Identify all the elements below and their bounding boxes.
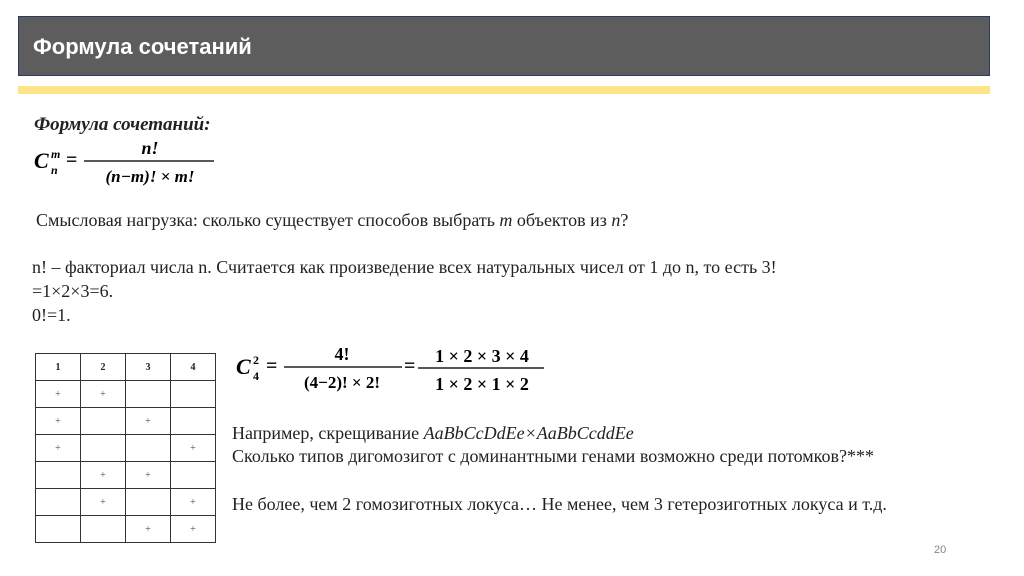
table-header-cell: 3 xyxy=(126,354,171,381)
example-lhs-sup: 2 xyxy=(253,353,259,367)
table-cell: + xyxy=(126,462,171,489)
example-equals-1: = xyxy=(266,355,278,377)
table-cell xyxy=(171,408,216,435)
table-row xyxy=(36,489,216,516)
table-cell: + xyxy=(171,516,216,543)
table-cell xyxy=(36,462,81,489)
example-equals-2: = xyxy=(404,355,416,377)
example-frac2-den: 1 × 2 × 1 × 2 xyxy=(435,374,529,394)
formula-numerator: n! xyxy=(141,138,159,158)
factorial-line-1: n! – факториал числа n. Считается как произведение всех натуральных чисел от 1 до n, то есть 3! xyxy=(32,257,777,277)
table-cell: + xyxy=(81,489,126,516)
title-bar xyxy=(18,16,990,76)
table-header-cell: 4 xyxy=(171,354,216,381)
table-cell: + xyxy=(36,381,81,408)
formula-lhs-sub: n xyxy=(51,163,58,177)
table-cell xyxy=(36,516,81,543)
table-row xyxy=(36,435,216,462)
table-cell: + xyxy=(81,381,126,408)
cross-example: Например, скрещивание AaBbCcDdEe×AaBbCcddEe xyxy=(232,423,634,443)
table-cell xyxy=(171,381,216,408)
table-cell xyxy=(36,489,81,516)
formula-equals: = xyxy=(66,149,78,171)
example-frac1-num: 4! xyxy=(334,344,350,364)
example-lhs-sub: 4 xyxy=(253,369,259,383)
table-cell xyxy=(171,462,216,489)
factorial-line-3: 0!=1. xyxy=(32,305,71,325)
table-row xyxy=(36,516,216,543)
table-cell: + xyxy=(126,516,171,543)
table-header-cell: 1 xyxy=(36,354,81,381)
formula-denominator: (n−m)! × m! xyxy=(105,167,195,186)
table-cell: + xyxy=(81,462,126,489)
example-lhs-base: C xyxy=(236,354,251,379)
meaning-text: Смысловая нагрузка: сколько существует способов выбрать m объектов из n? xyxy=(36,210,629,230)
accent-divider xyxy=(18,86,990,94)
formula-lhs-base: C xyxy=(34,148,49,173)
table-row xyxy=(36,381,216,408)
table-row xyxy=(36,462,216,489)
table-cell: + xyxy=(36,408,81,435)
example-frac1-den: (4−2)! × 2! xyxy=(303,373,381,392)
table-cell: + xyxy=(171,489,216,516)
answer-text: Не более, чем 2 гомозиготных локуса… Не менее, чем 3 гетерозиготных локуса и т.д. xyxy=(232,494,887,514)
table-row xyxy=(36,408,216,435)
page-number: 20 xyxy=(934,544,947,556)
example-formula xyxy=(232,338,552,400)
table-cell: + xyxy=(36,435,81,462)
formula-lhs-sup: m xyxy=(51,147,61,161)
combination-formula xyxy=(30,134,230,192)
combinations-table xyxy=(35,353,216,543)
cross-genotype: AaBbCcDdEe×AaBbCcddEe xyxy=(423,423,634,443)
table-header-cell: 2 xyxy=(81,354,126,381)
table-cell xyxy=(81,516,126,543)
table-cell xyxy=(81,435,126,462)
table-cell xyxy=(126,381,171,408)
example-frac2-num: 1 × 2 × 3 × 4 xyxy=(435,346,529,366)
slide-title: Формула сочетаний xyxy=(33,34,252,59)
table-header-row xyxy=(36,354,216,381)
factorial-line-2: =1×2×3=6. xyxy=(32,281,114,301)
table-cell xyxy=(126,489,171,516)
table-cell xyxy=(81,408,126,435)
table-cell: + xyxy=(171,435,216,462)
table-cell xyxy=(126,435,171,462)
formula-heading: Формула сочетаний: xyxy=(34,114,211,135)
table-cell: + xyxy=(126,408,171,435)
dihomozygote-question: Сколько типов дигомозигот с доминантными генами возможно среди потомков?*** xyxy=(232,446,874,466)
